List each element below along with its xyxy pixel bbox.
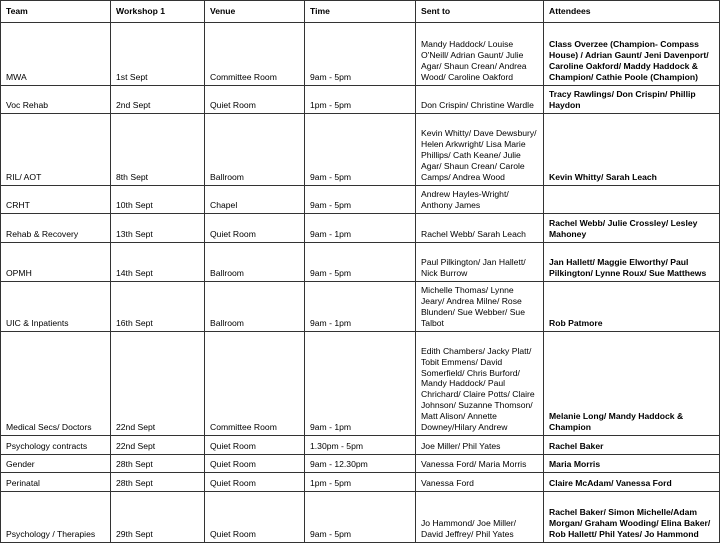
time-cell: 1pm - 5pm [305, 86, 416, 114]
table-row [1, 243, 720, 282]
time-cell: 9am - 5pm [305, 114, 416, 186]
attendees-cell [544, 186, 720, 214]
time-cell: 9am - 5pm [305, 23, 416, 86]
attendees-cell: Rachel Baker/ Simon Michelle/Adam Morgan/ Graham Wooding/ Elina Baker/ Rob Hallett/ Phil Yates/ Jo Hammond [544, 492, 720, 543]
venue-cell: Quiet Room [205, 492, 305, 543]
sent-to-cell: Michelle Thomas/ Lynne Jeary/ Andrea Milne/ Rose Blunden/ Sue Webber/ Sue Talbot [416, 282, 544, 332]
attendees-cell: Melanie Long/ Mandy Haddock & Champion [544, 332, 720, 436]
attendees-cell: Rachel Baker [544, 436, 720, 455]
team-cell: UIC & Inpatients [1, 282, 111, 332]
venue-cell: Committee Room [205, 23, 305, 86]
sent-to-cell: Jo Hammond/ Joe Miller/ David Jeffrey/ Phil Yates [416, 492, 544, 543]
workshop-cell: 28th Sept [111, 473, 205, 492]
team-cell: Psychology / Therapies [1, 492, 111, 543]
table-row [1, 214, 720, 243]
team-cell: Perinatal [1, 473, 111, 492]
attendees-cell: Maria Morris [544, 455, 720, 473]
team-cell: Gender [1, 455, 111, 473]
time-cell: 9am - 1pm [305, 282, 416, 332]
workshop-cell: 22nd Sept [111, 332, 205, 436]
attendees-cell: Rob Patmore [544, 282, 720, 332]
header-team: Team [1, 1, 111, 23]
sent-to-cell: Andrew Hayles-Wright/ Anthony James [416, 186, 544, 214]
team-cell: OPMH [1, 243, 111, 282]
time-cell: 9am - 1pm [305, 214, 416, 243]
table-row [1, 473, 720, 492]
workshop-cell: 28th Sept [111, 455, 205, 473]
workshop-cell: 14th Sept [111, 243, 205, 282]
attendees-cell: Rachel Webb/ Julie Crossley/ Lesley Mahoney [544, 214, 720, 243]
venue-cell: Ballroom [205, 282, 305, 332]
venue-cell: Ballroom [205, 114, 305, 186]
time-cell: 9am - 12.30pm [305, 455, 416, 473]
header-time: Time [305, 1, 416, 23]
time-cell: 9am - 5pm [305, 492, 416, 543]
venue-cell: Quiet Room [205, 473, 305, 492]
sent-to-cell: Don Crispin/ Christine Wardle [416, 86, 544, 114]
team-cell: MWA [1, 23, 111, 86]
workshop-cell: 10th Sept [111, 186, 205, 214]
workshop-cell: 13th Sept [111, 214, 205, 243]
attendees-cell: Kevin Whitty/ Sarah Leach [544, 114, 720, 186]
sent-to-cell: Rachel Webb/ Sarah Leach [416, 214, 544, 243]
workshop-cell: 22nd Sept [111, 436, 205, 455]
venue-cell: Committee Room [205, 332, 305, 436]
team-cell: Psychology contracts [1, 436, 111, 455]
time-cell: 1.30pm - 5pm [305, 436, 416, 455]
sent-to-cell: Vanessa Ford/ Maria Morris [416, 455, 544, 473]
sent-to-cell: Edith Chambers/ Jacky Platt/ Tobit Emmens/ David Somerfield/ Chris Burford/ Mandy Haddock/ Paul Chrichard/ Claire Potts/ Claire Johnson/ Suzanne Thomson/ Matt Alison/ Annette Downey/Hilary Andrew [416, 332, 544, 436]
sent-to-cell: Kevin Whitty/ Dave Dewsbury/ Helen Arkwright/ Lisa Marie Phillips/ Cath Keane/ Julie Agar/ Shaun Crean/ Carole Camps/ Andrea Wood [416, 114, 544, 186]
time-cell: 9am - 1pm [305, 332, 416, 436]
workshop-cell: 8th Sept [111, 114, 205, 186]
venue-cell: Chapel [205, 186, 305, 214]
sent-to-cell: Vanessa Ford [416, 473, 544, 492]
venue-cell: Quiet Room [205, 86, 305, 114]
team-cell: Voc Rehab [1, 86, 111, 114]
attendees-cell: Jan Hallett/ Maggie Elworthy/ Paul Pilkington/ Lynne Roux/ Sue Matthews [544, 243, 720, 282]
time-cell: 9am - 5pm [305, 186, 416, 214]
table-row [1, 23, 720, 86]
attendees-cell: Tracy Rawlings/ Don Crispin/ Phillip Haydon [544, 86, 720, 114]
venue-cell: Ballroom [205, 243, 305, 282]
time-cell: 9am - 5pm [305, 243, 416, 282]
table-row [1, 186, 720, 214]
team-cell: Rehab & Recovery [1, 214, 111, 243]
attendees-cell: Claire McAdam/ Vanessa Ford [544, 473, 720, 492]
time-cell: 1pm - 5pm [305, 473, 416, 492]
workshop-cell: 16th Sept [111, 282, 205, 332]
sent-to-cell: Mandy Haddock/ Louise O'Neill/ Adrian Gaunt/ Julie Agar/ Shaun Crean/ Andrea Wood/ Caroline Oakford [416, 23, 544, 86]
table-row [1, 114, 720, 186]
workshop-cell: 2nd Sept [111, 86, 205, 114]
venue-cell: Quiet Room [205, 436, 305, 455]
table-row [1, 492, 720, 543]
header-sent-to: Sent to [416, 1, 544, 23]
table-row [1, 436, 720, 455]
header-attendees: Attendees [544, 1, 720, 23]
workshop-cell: 1st Sept [111, 23, 205, 86]
workshop-cell: 29th Sept [111, 492, 205, 543]
table-row [1, 282, 720, 332]
venue-cell: Quiet Room [205, 214, 305, 243]
sent-to-cell: Joe Miller/ Phil Yates [416, 436, 544, 455]
team-cell: Medical Secs/ Doctors [1, 332, 111, 436]
sent-to-cell: Paul Pilkington/ Jan Hallett/ Nick Burrow [416, 243, 544, 282]
venue-cell: Quiet Room [205, 455, 305, 473]
table-row [1, 455, 720, 473]
table-row [1, 332, 720, 436]
header-venue: Venue [205, 1, 305, 23]
team-cell: RIL/ AOT [1, 114, 111, 186]
header-row [1, 1, 720, 23]
team-cell: CRHT [1, 186, 111, 214]
table-row [1, 86, 720, 114]
header-workshop: Workshop 1 [111, 1, 205, 23]
attendees-cell: Class Overzee (Champion- Compass House) / Adrian Gaunt/ Jeni Davenport/ Caroline Oakford/ Maddy Haddock & Champion/ Cathie Poole (Champion) [544, 23, 720, 86]
